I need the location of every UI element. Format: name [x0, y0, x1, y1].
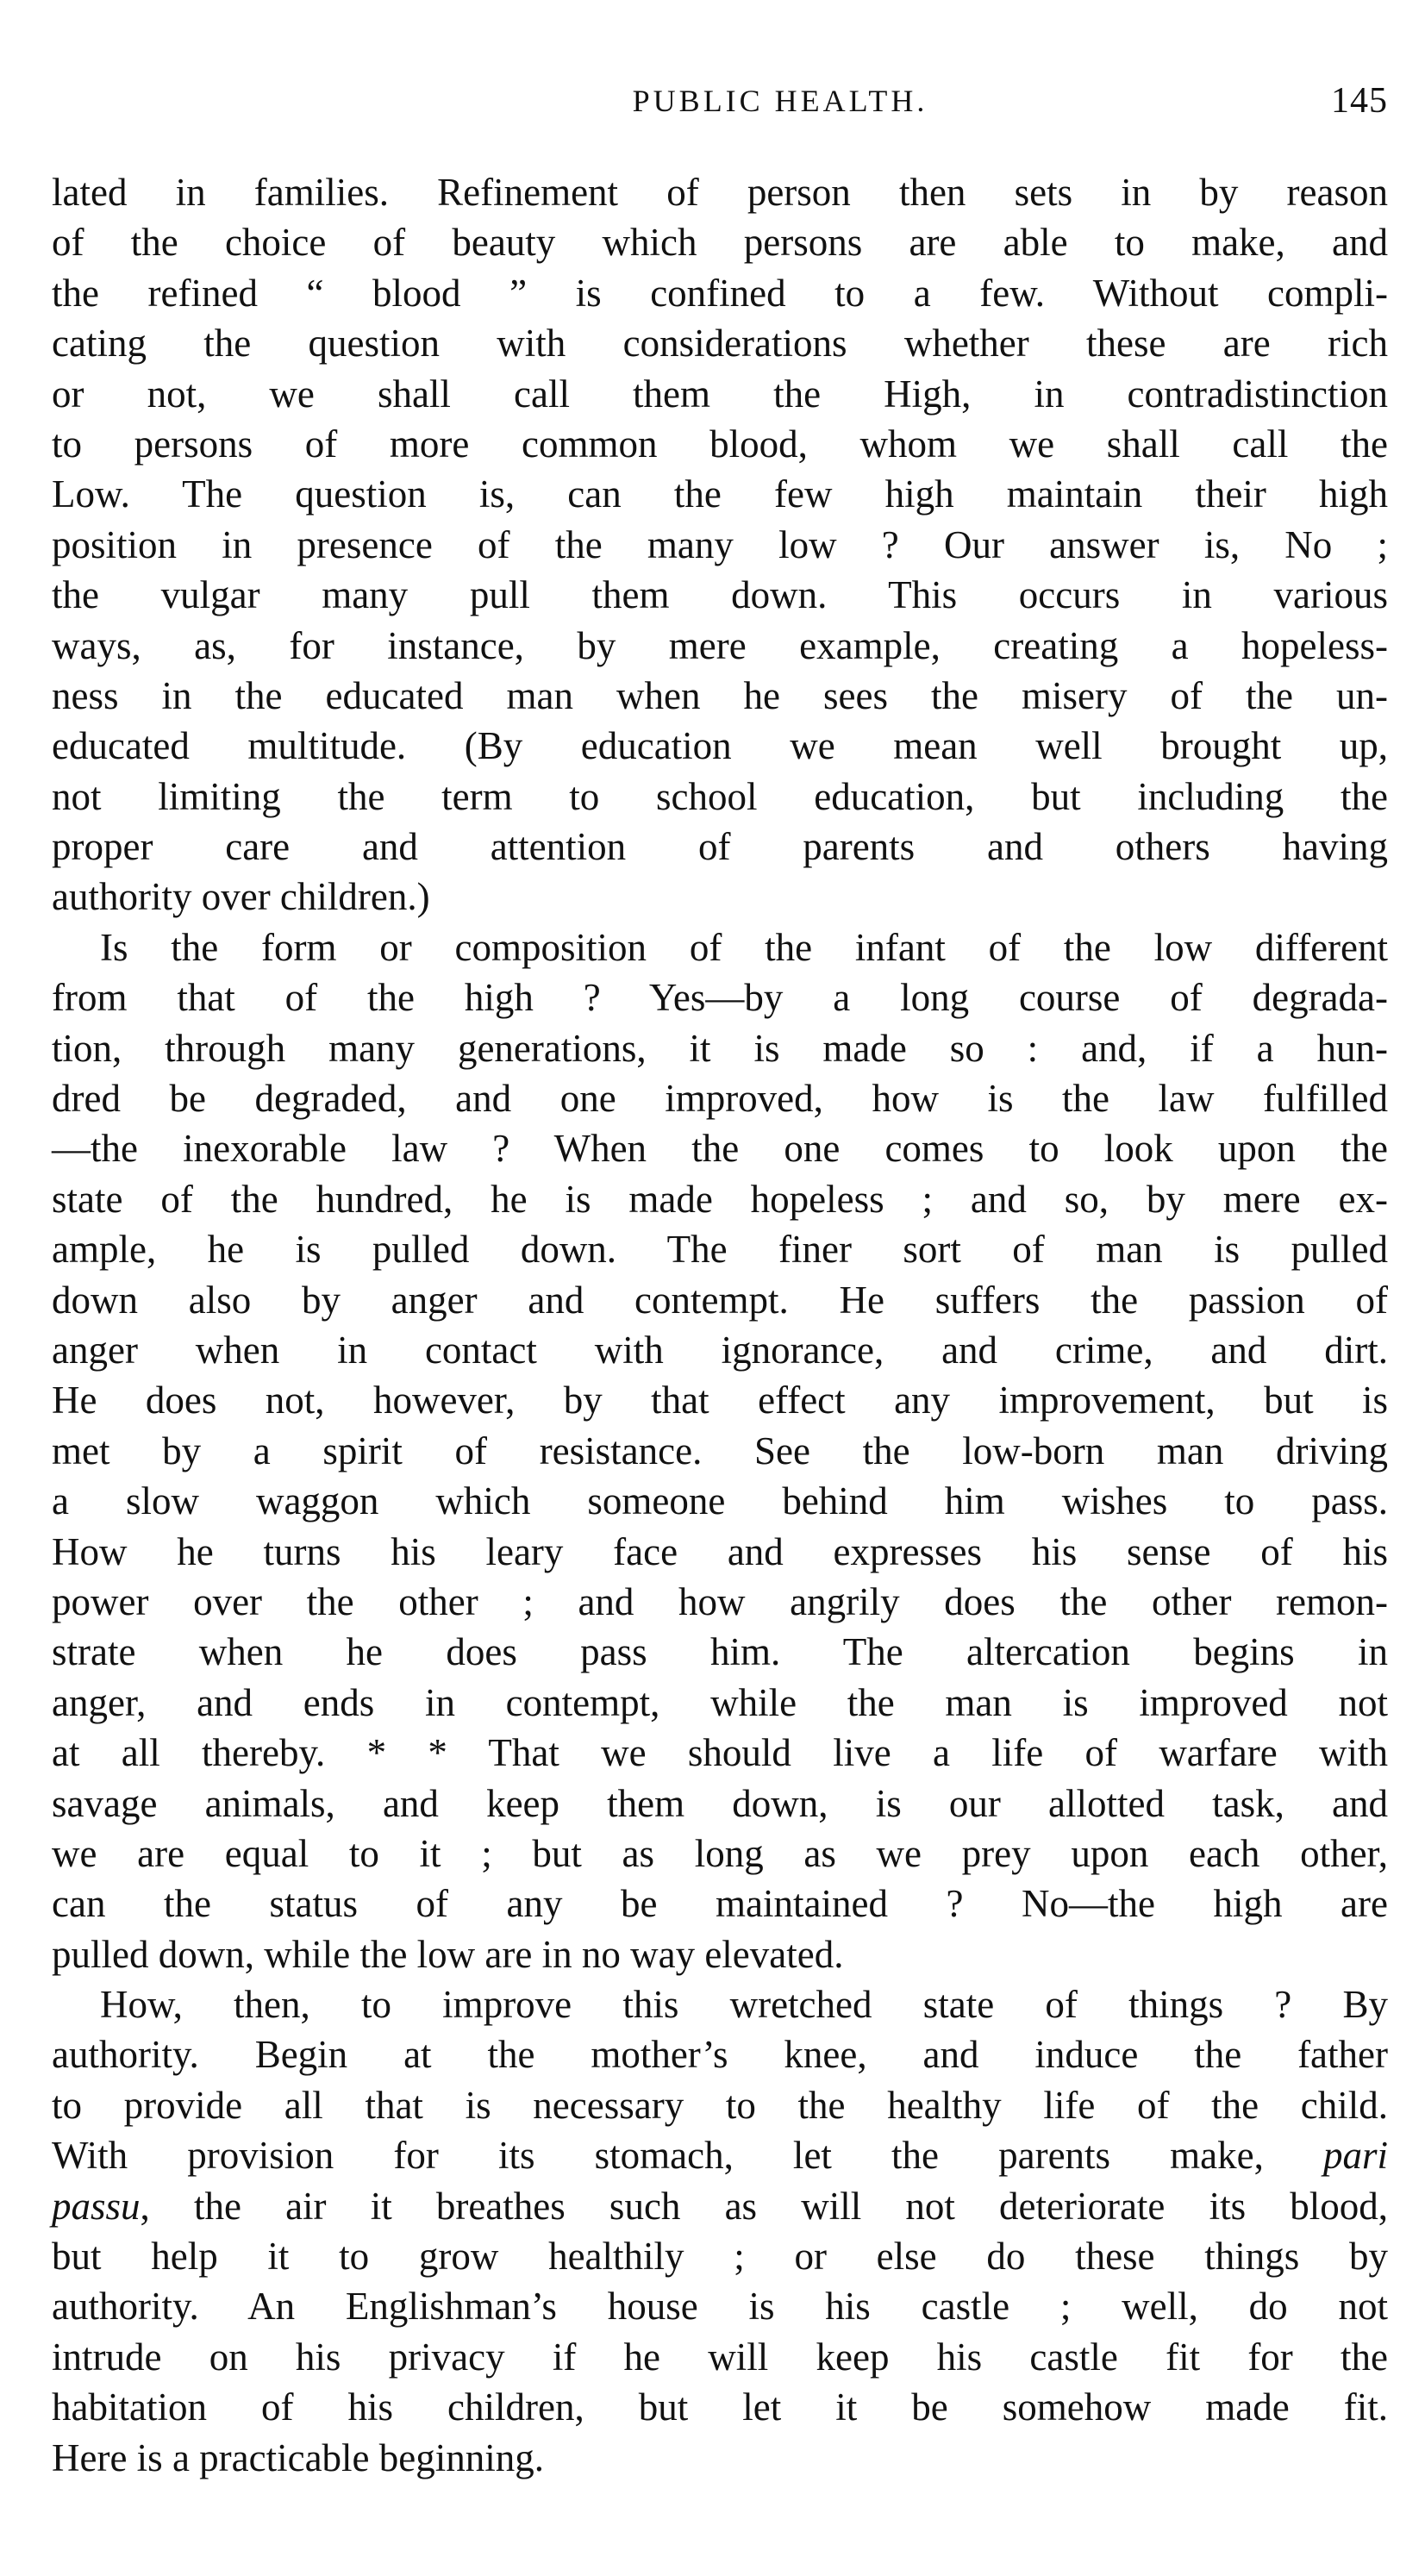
text-line: He does not, however, by that effect any improvement, but is — [52, 1379, 1388, 1422]
text-line: a slow waggon which someone behind him wishes to pass. — [52, 1479, 1388, 1523]
text-line: or not, we shall call them the High, in contradistinction — [52, 372, 1388, 416]
text-line: Low. The question is, can the few high maintain their high — [52, 472, 1388, 516]
text-line: power over the other ; and how angrily does the other remon- — [52, 1579, 1388, 1623]
text-line: position in presence of the many low ? Our answer is, No ; — [52, 522, 1388, 566]
text-line: we are equal to it ; but as long as we prey upon each other, — [52, 1831, 1388, 1875]
text-line: Is the form or composition of the infant of the low different — [100, 925, 1388, 969]
text-line: at all thereby. * * That we should live a life of warfare with — [52, 1731, 1388, 1775]
text-line-with-italic — [52, 2181, 1388, 2231]
body-text — [52, 167, 1388, 2483]
text-line: dred be degraded, and one improved, how is the law fulfilled — [52, 1077, 1388, 1121]
paragraph-2 — [52, 922, 1388, 1979]
text-line: authority. An Englishman’s house is his castle ; well, do not — [52, 2285, 1388, 2329]
paragraph-3 — [52, 1979, 1388, 2483]
italic-phrase: passu — [52, 2184, 141, 2228]
text-line: to provide all that is necessary to the healthy life of the child. — [52, 2083, 1388, 2127]
text-line: not limiting the term to school education, but including the — [52, 774, 1388, 818]
text-line: met by a spirit of resistance. See the low-born man driving — [52, 1429, 1388, 1472]
text-line: from that of the high ? Yes—by a long course of degrada- — [52, 976, 1388, 1020]
running-title: PUBLIC HEALTH. — [632, 84, 928, 118]
italic-phrase: pari — [1323, 2134, 1389, 2178]
text-line: —the inexorable law ? When the one comes to look upon the — [52, 1127, 1388, 1171]
text-line: authority. Begin at the mother’s knee, and induce the father — [52, 2033, 1388, 2077]
text-line: Here is a practicable beginning. — [52, 2435, 545, 2479]
text-line: ness in the educated man when he sees the misery of the un- — [52, 673, 1388, 717]
text-line: savage animals, and keep them down, is our allotted task, and — [52, 1781, 1388, 1825]
text-line: lated in families. Refinement of person then sets in by reason — [52, 171, 1388, 214]
text-line: How, then, to improve this wretched state of things ? By — [100, 1983, 1388, 2027]
text-line: strate when he does pass him. The altercation begins in — [52, 1630, 1388, 1674]
text-line: of the choice of beauty which persons are able to make, and — [52, 221, 1388, 265]
text-line: down also by anger and contempt. He suffers the passion of — [52, 1278, 1388, 1322]
text-line: anger, and ends in contempt, while the man is improved not — [52, 1680, 1388, 1724]
text-line: pulled down, while the low are in no way elevated. — [52, 1932, 844, 1976]
text-line-with-italic — [52, 2130, 1388, 2180]
text-line: but help it to grow healthily ; or else do these things by — [52, 2235, 1388, 2279]
text-line: How he turns his leary face and expresses his sense of his — [52, 1529, 1388, 1573]
text-line: the refined “ blood ” is confined to a few. Without compli- — [52, 271, 1388, 315]
text-line: proper care and attention of parents and others having — [52, 825, 1388, 869]
text-line: intrude on his privacy if he will keep his castle fit for the — [52, 2335, 1388, 2379]
text-line: to persons of more common blood, whom we shall call the — [52, 422, 1388, 466]
page-number: 145 — [1331, 81, 1388, 121]
text-line: anger when in contact with ignorance, and crime, and dirt. — [52, 1328, 1388, 1372]
text-line: ample, he is pulled down. The finer sort of man is pulled — [52, 1228, 1388, 1272]
text-line-segment: , the air it breathes such as will not deteriorate its blood, — [140, 2184, 1388, 2228]
paragraph-1 — [52, 167, 1388, 922]
text-line: tion, through many generations, it is made so : and, if a hun- — [52, 1026, 1388, 1070]
text-line: habitation of his children, but let it be somehow made fit. — [52, 2385, 1388, 2429]
text-line-segment: With provision for its stomach, let the parents make, — [52, 2134, 1264, 2178]
text-line: authority over children.) — [52, 875, 430, 919]
text-line: educated multitude. (By education we mean well brought up, — [52, 724, 1388, 768]
running-head — [172, 79, 1388, 122]
text-line: state of the hundred, he is made hopeless ; and so, by mere ex- — [52, 1177, 1388, 1221]
text-line: the vulgar many pull them down. This occurs in various — [52, 573, 1388, 617]
text-line: ways, as, for instance, by mere example, creating a hopeless- — [52, 623, 1388, 667]
text-line: cating the question with considerations whether these are rich — [52, 322, 1388, 366]
text-line: can the status of any be maintained ? No—the high are — [52, 1882, 1388, 1926]
